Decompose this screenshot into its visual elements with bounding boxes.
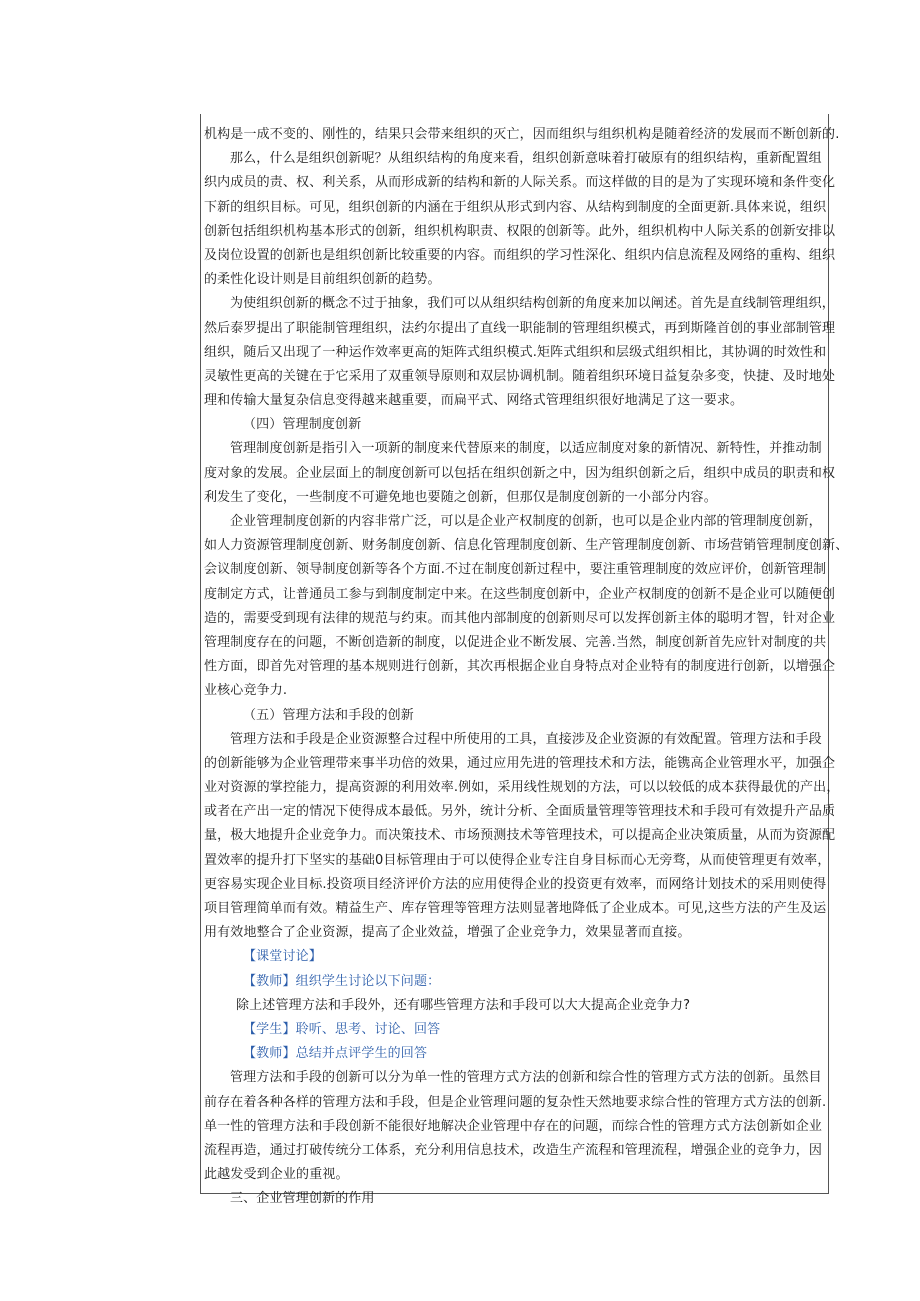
paragraph-line: 的柔性化设计则是目前组织创新的趋势。 bbox=[204, 272, 441, 288]
paragraph-line: 创新包括组织机构基本形式的创新，组织机构职责、权限的创新等。此外，组织机构中人际关系的创新安排以 bbox=[204, 223, 836, 239]
section-heading-role: 三、企业管理创新的作用 bbox=[230, 1191, 375, 1207]
paragraph-line: 机构是一成不变的、刚性的，结果只会带来组织的灭亡，因而组织与组织机构是随着经济的发展而不断创新的. bbox=[204, 127, 840, 142]
paragraph-line: 然后泰罗提出了职能制管理组织，法约尔提出了直线一职能制的管理组织模式，再到斯隆首创的事业部制管理 bbox=[204, 320, 836, 336]
student-response-text: 聆听、思考、讨论、回答 bbox=[295, 1021, 441, 1037]
paragraph-line: 灵敏性更高的关键在于它采用了双重领导原则和双层协调机制。随着组织环境日益复杂多变，快捷、及时地处 bbox=[204, 368, 836, 384]
teacher-tag: 【教师】 bbox=[243, 1046, 296, 1062]
paragraph-line: 如人力资源管理制度创新、财务制度创新、信息化管理制度创新、生产管理制度创新、市场营销管理制度创新、 bbox=[204, 538, 849, 554]
paragraph-line: 前存在着各种各样的管理方法和手段，但是企业管理问题的复杂性天然地要求综合性的管理方式方法的创新. bbox=[204, 1094, 827, 1110]
student-tag: 【学生】 bbox=[243, 1021, 296, 1037]
teacher-instruction-line bbox=[204, 970, 826, 994]
paragraph-line: 织内成员的责、权、利关系，从而形成新的结构和新的人际关系。而这样做的目的是为了实现环境和条件变化 bbox=[204, 175, 836, 191]
teacher-instruction-text: 组织学生讨论以下问题： bbox=[295, 973, 441, 989]
discussion-question: 除上述管理方法和手段外，还有哪些管理方法和手段可以大大提高企业竞争力? bbox=[236, 997, 691, 1013]
teacher-tag: 【教师】 bbox=[243, 973, 296, 989]
document-text-box bbox=[200, 114, 849, 1207]
paragraph-line: 置效率的提升打下坚实的基础0目标管理由于可以使得企业专注自身目标而心无旁骛，从而使管理更有效率， bbox=[204, 852, 831, 868]
paragraph-line: 管理制度创新是指引入一项新的制度来代替原来的制度，以适应制度对象的新情况、新特性，并推动制 bbox=[230, 441, 822, 457]
paragraph-line: 管理方法和手段是企业资源整合过程中所使用的工具，直接涉及企业资源的有效配置。管理方法和手段 bbox=[230, 731, 822, 747]
paragraph-line: 或者在产出一定的情况下使得成本最低。另外，统计分析、全面质量管理等管理技术和手段可有效提升产品质 bbox=[204, 804, 836, 820]
paragraph-line: 业核心竞争力. bbox=[204, 683, 288, 699]
paragraph-line: 此越发受到企业的重视。 bbox=[204, 1167, 349, 1183]
paragraph-line: 管理方法和手段的创新可以分为单一性的管理方式方法的创新和综合性的管理方式方法的创新。虽然目 bbox=[230, 1070, 822, 1086]
paragraph-line: 企业管理制度创新的内容非常广泛，可以是企业产权制度的创新，也可以是企业内部的管理制度创新， bbox=[230, 514, 822, 529]
paragraph-line: 为使组织创新的概念不过于抽象，我们可以从组织结构创新的角度来加以阐述。首先是直线制管理组织， bbox=[230, 296, 835, 312]
paragraph-line: 造的，需要受到现有法律的规范与约束。而其他内部制度的创新则尽可以发挥创新主体的聪明才智，针对企业 bbox=[204, 610, 836, 626]
section-heading-management-system: （四）管理制度创新 bbox=[243, 417, 362, 433]
paragraph-line: 组织，随后又出现了一种运作效率更高的矩阵式组织模式.矩阵式组织和层级式组织相比，其协调的时效性和 bbox=[204, 344, 827, 360]
paragraph-line: 利发生了变化，一些制度不可避免地也要随之创新，但那仅是制度创新的一小部分内容。 bbox=[204, 489, 717, 505]
paragraph-line: 量，极大地提升企业竞争力。而决策技术、市场预测技术等管理技术，可以提高企业决策质量，从而为资源配 bbox=[204, 828, 836, 844]
paragraph-line: 那么，什么是组织创新呢？从组织结构的角度来看，组织创新意味着打破原有的组织结构，重新配置组 bbox=[230, 151, 822, 167]
paragraph-line: 项目管理简单而有效。精益生产、库存管理等管理方法则显著地降低了企业成本。可见,这些方法的产生及运 bbox=[204, 901, 827, 916]
teacher-summary-line bbox=[204, 1042, 826, 1066]
paragraph-line: 度制定方式，让普通员工参与到制度制定中来。在这些制度创新中，企业产权制度的创新不是企业可以随便创 bbox=[204, 586, 836, 602]
paragraph-line: 业对资源的掌控能力，提高资源的利用效率.例如，采用线性规划的方法，可以以较低的成本获得最优的产出， bbox=[204, 780, 840, 796]
paragraph-line: 下新的组织目标。可见，组织创新的内涵在于组织从形式到内容、从结构到制度的全面更新.具体来说，组织 bbox=[204, 199, 827, 215]
paragraph-line: 性方面，即首先对管理的基本规则进行创新，其次再根据企业自身特点对企业特有的制度进行创新，以增强企 bbox=[204, 659, 836, 675]
paragraph-line: 单一性的管理方法和手段创新不能很好地解决企业管理中存在的问题，而综合性的管理方式方法创新如企业 bbox=[204, 1118, 823, 1134]
teacher-summary-text: 总结并点评学生的回答 bbox=[295, 1046, 428, 1062]
paragraph-line: 会议制度创新、领导制度创新等各个方面.不过在制度创新过程中，要注重管理制度的效应评价，创新管理制 bbox=[204, 562, 827, 578]
document-body bbox=[204, 123, 849, 1211]
class-discussion-tag: 【课堂讨论】 bbox=[243, 949, 322, 965]
paragraph-line: 流程再造，通过打破传统分工体系，充分利用信息技术，改造生产流程和管理流程，增强企业的竞争力，因 bbox=[204, 1142, 823, 1158]
paragraph-line: 理和传输大量复杂信息变得越来越重要，而扁平式、网络式管理组织很好地满足了这一要求。 bbox=[204, 393, 744, 409]
paragraph-line: 用有效地整合了企业资源，提高了企业效益，增强了企业竞争力，效果显著而直接。 bbox=[204, 925, 691, 941]
paragraph-line: 管理制度存在的问题，不断创造新的制度，以促进企业不断发展、完善.当然，制度创新首先应针对制度的共 bbox=[204, 634, 827, 650]
paragraph-line: 的创新能够为企业管理带来事半功倍的效果，通过应用先进的管理技术和方法，能镌高企业管理水平，加强企 bbox=[204, 755, 836, 771]
paragraph-line: 及岗位设置的创新也是组织创新比较重要的内容。而组织的学习性深化、组织内信息流程及网络的重构、组织 bbox=[204, 247, 836, 263]
section-heading-methods: （五）管理方法和手段的创新 bbox=[243, 707, 414, 723]
paragraph-line: 更容易实现企业目标.投资项目经济评价方法的应用使得企业的投资更有效率，而网络计划技术的采用则使得 bbox=[204, 876, 827, 892]
student-response-line bbox=[204, 1018, 826, 1042]
paragraph-line: 度对象的发展。企业层面上的制度创新可以包括在组织创新之中，因为组织创新之后，组织中成员的职责和权 bbox=[204, 465, 836, 481]
